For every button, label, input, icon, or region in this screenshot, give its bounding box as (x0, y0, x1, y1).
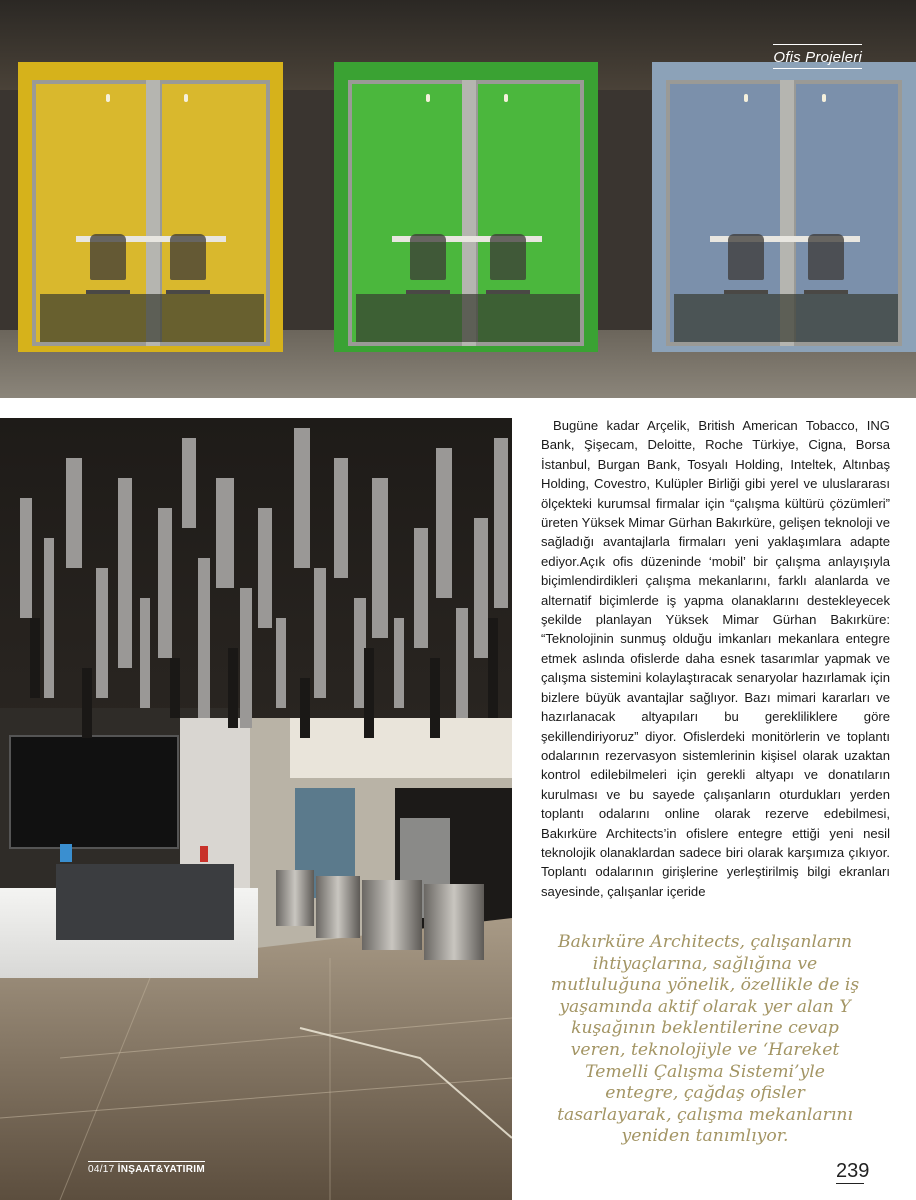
office-chair (808, 234, 844, 280)
chair-base (86, 290, 130, 294)
office-chair (90, 234, 126, 280)
blue-logo-mark (60, 844, 72, 862)
ceiling-light (744, 94, 748, 102)
chair-base (406, 290, 450, 294)
video-wall (10, 736, 178, 848)
ceiling-light (426, 94, 430, 102)
ceiling-light (504, 94, 508, 102)
pull-quote: Bakırküre Architects, çalışanların ihtiyaçlarına, sağlığına ve mutluluğuna yönelik, özellikle de iş yaşamında aktif olarak yer alan Y kuşağının beklentilerine cevap veren, teknolojiyle ve ‘Hareket Temelli Çalışma Sistemi’yle entegre, çağdaş ofisler tasarlayarak, çalışma mekanlarını yeniden tanımlıyor. (550, 932, 860, 1147)
office-chair (170, 234, 206, 280)
office-chair (728, 234, 764, 280)
article-paragraph: Bugüne kadar Arçelik, British American Tobacco, ING Bank, Şişecam, Deloitte, Roche Türkiye, Cigna, Borsa İstanbul, Burgan Bank, Tosyalı Holding, Inteltek, Altınbaş Holding, Covestro, Kulüpler Birliği gibi yerel ve uluslararası ölçekteki kurumsal firmalar için “çalışma kültürü çözümleri” üreten Yüksek Mimar Gürhan Bakırküre, gelişen teknoloji ve sağladığı avantajlarla firmaları yeni yaklaşımlara adapte ediyor.Açık ofis düzeninde ‘mobil’ bir çalışma anlayışıyla biçimlendirdikleri çalışma mekanlarını, farklı alanlarda ve alternatif biçimlerde iş yapma olanaklarını destekleyecek şekilde planlayan Yüksek Mimar Gürhan Bakırküre: “Teknolojinin sunmuş olduğu imkanları mekanlara entegre etmek aslında ofislerde daha esnek tasarımlar yapmak ve çalışma sistemini kolaylaştıracak senaryolar hazırlamak için bizlere büyük avantajlar sağlıyor. Bazı mimari kararları ve hazırlanacak altyapıları bu gerekliliklere göre şekillendiriyoruz” diyor. Ofislerdeki monitörlerin ve toplantı odalarının rezervasyon sistemlerinin kişisel olarak uzaktan kontrol edilebilmeleri için gerekli altyapı ve donatıların kurulması ve bu sayede çalışanların oturdukları yerden toplantı odalarını online olarak rezerve edebilmesi, Bakırküre Architects’in ofislere entegre ettiği yeni nesil teknolojik olanaklardan sadece biri olarak karşımıza çıkıyor. Toplantı odalarının girişlerine yerleştirilmiş bilgi ekranları sayesinde, çalışanlar içeride (541, 418, 890, 899)
turnstile (362, 880, 422, 950)
chair-base (804, 290, 848, 294)
booth-carpet (40, 294, 264, 342)
chair-base (724, 290, 768, 294)
booth-carpet (356, 294, 580, 342)
chair-base (486, 290, 530, 294)
chair-base (166, 290, 210, 294)
magazine-name: İNŞAAT&YATIRIM (117, 1164, 205, 1175)
office-chair (410, 234, 446, 280)
ceiling-light (822, 94, 826, 102)
lobby-illustration (0, 418, 512, 1200)
page-number: 239 (836, 1160, 870, 1182)
green-booth (334, 62, 598, 352)
issue-number: 04/17 (88, 1164, 115, 1175)
office-chair (490, 234, 526, 280)
turnstile (276, 870, 314, 926)
turnstile (424, 884, 484, 960)
ceiling-light (106, 94, 110, 102)
issue-folio (88, 1161, 205, 1175)
reception-desk-front (56, 864, 234, 940)
article-body (541, 416, 890, 901)
page-number-rule (836, 1183, 864, 1184)
booth-carpet (674, 294, 898, 342)
section-label: Ofis Projeleri (773, 44, 862, 69)
blue-booth (652, 62, 916, 352)
red-logo-mark (200, 846, 208, 862)
lobby-photo (0, 418, 512, 1200)
ceiling-light (184, 94, 188, 102)
turnstile (316, 876, 360, 938)
lit-ceiling-panel (290, 718, 512, 778)
yellow-booth (18, 62, 283, 352)
